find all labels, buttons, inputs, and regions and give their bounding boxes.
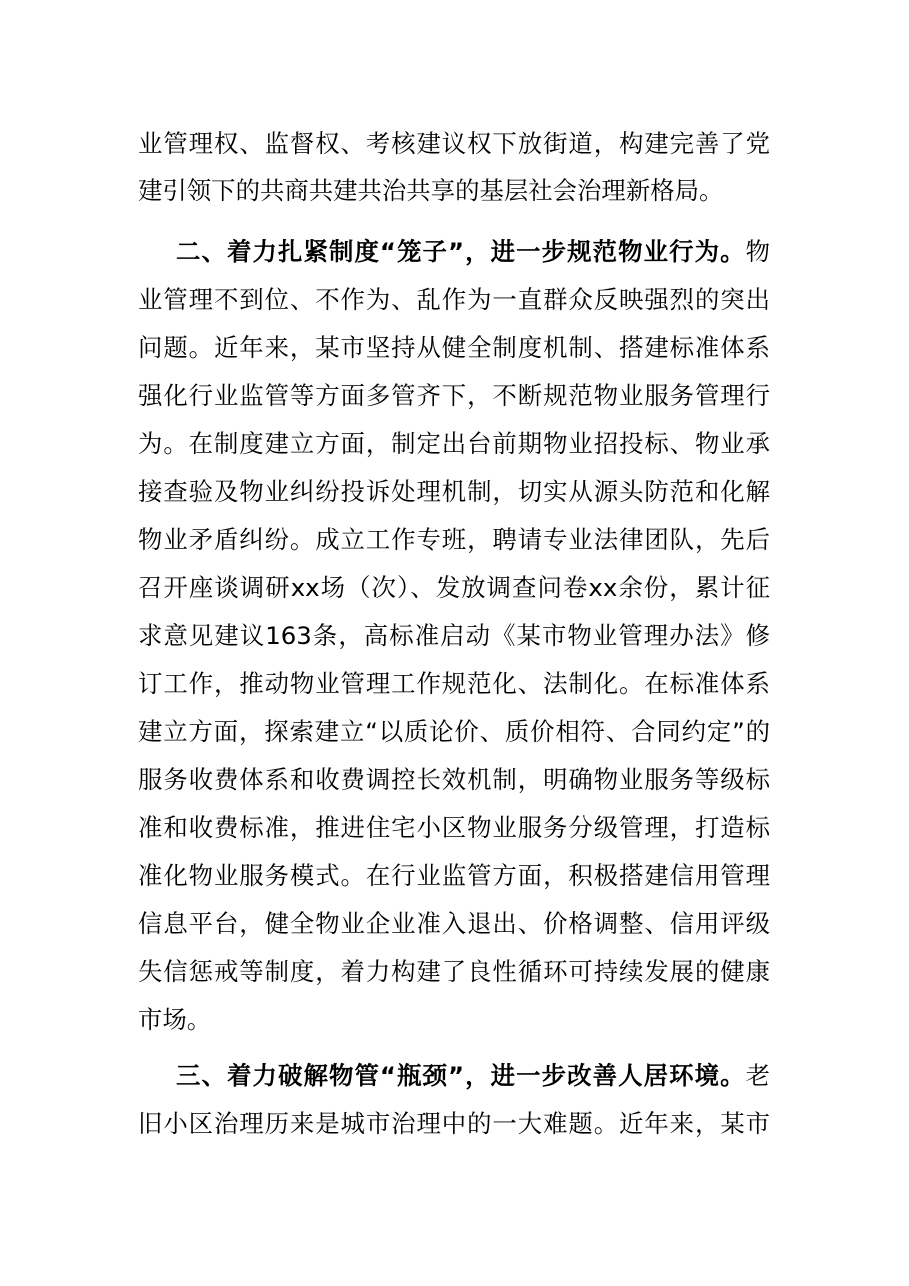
heading-line-continuation: 老 [745,1061,770,1090]
paragraph-line: 建立方面，探索建立“以质论价、质价相符、合同约定”的 [138,717,770,746]
paragraph-line: 市场。 [138,1005,212,1034]
paragraph-line: 建引领下的共商共建共治共享的基层社会治理新格局。 [138,176,724,205]
heading-line-continuation: 物 [745,237,770,266]
section-heading: 三、着力破解物管“瓶颈”，进一步改善人居环境。 [176,1061,746,1090]
paragraph-line: 物业矛盾纠纷。成立工作专班，聘请专业法律团队，先后 [138,525,770,554]
section-heading: 二、着力扎紧制度“笼子”，进一步规范物业行为。 [176,237,746,266]
paragraph-line: 强化行业监管等方面多管齐下，不断规范物业服务管理行 [138,381,770,410]
paragraph-line: 服务收费体系和收费调控长效机制，明确物业服务等级标 [138,765,770,794]
paragraph-heading-line [176,1061,770,1091]
paragraph-line: 召开座谈调研xx场（次）、发放调查问卷xx余份，累计征 [138,573,770,602]
paragraph-line: 接查验及物业纠纷投诉处理机制，切实从源头防范和化解 [138,477,770,506]
paragraph-line: 准化物业服务模式。在行业监管方面，积极搭建信用管理 [138,861,770,890]
paragraph-line: 业管理权、监督权、考核建议权下放街道，构建完善了党 [138,129,770,158]
paragraph-line: 失信惩戒等制度，着力构建了良性循环可持续发展的健康 [138,957,770,986]
paragraph-line: 订工作，推动物业管理工作规范化、法制化。在标准体系 [138,669,770,698]
paragraph-heading-line [176,237,770,267]
paragraph-line: 为。在制度建立方面，制定出台前期物业招投标、物业承 [138,429,770,458]
paragraph-line: 信息平台，健全物业企业准入退出、价格调整、信用评级 [138,909,770,938]
paragraph-line: 准和收费标准，推进住宅小区物业服务分级管理，打造标 [138,813,770,842]
paragraph-line: 求意见建议163条，高标准启动《某市物业管理办法》修 [138,621,770,650]
paragraph-line: 业管理不到位、不作为、乱作为一直群众反映强烈的突出 [138,285,770,314]
paragraph-line: 问题。近年来，某市坚持从健全制度机制、搭建标准体系 [138,333,770,362]
paragraph-line: 旧小区治理历来是城市治理中的一大难题。近年来，某市 [138,1109,770,1138]
